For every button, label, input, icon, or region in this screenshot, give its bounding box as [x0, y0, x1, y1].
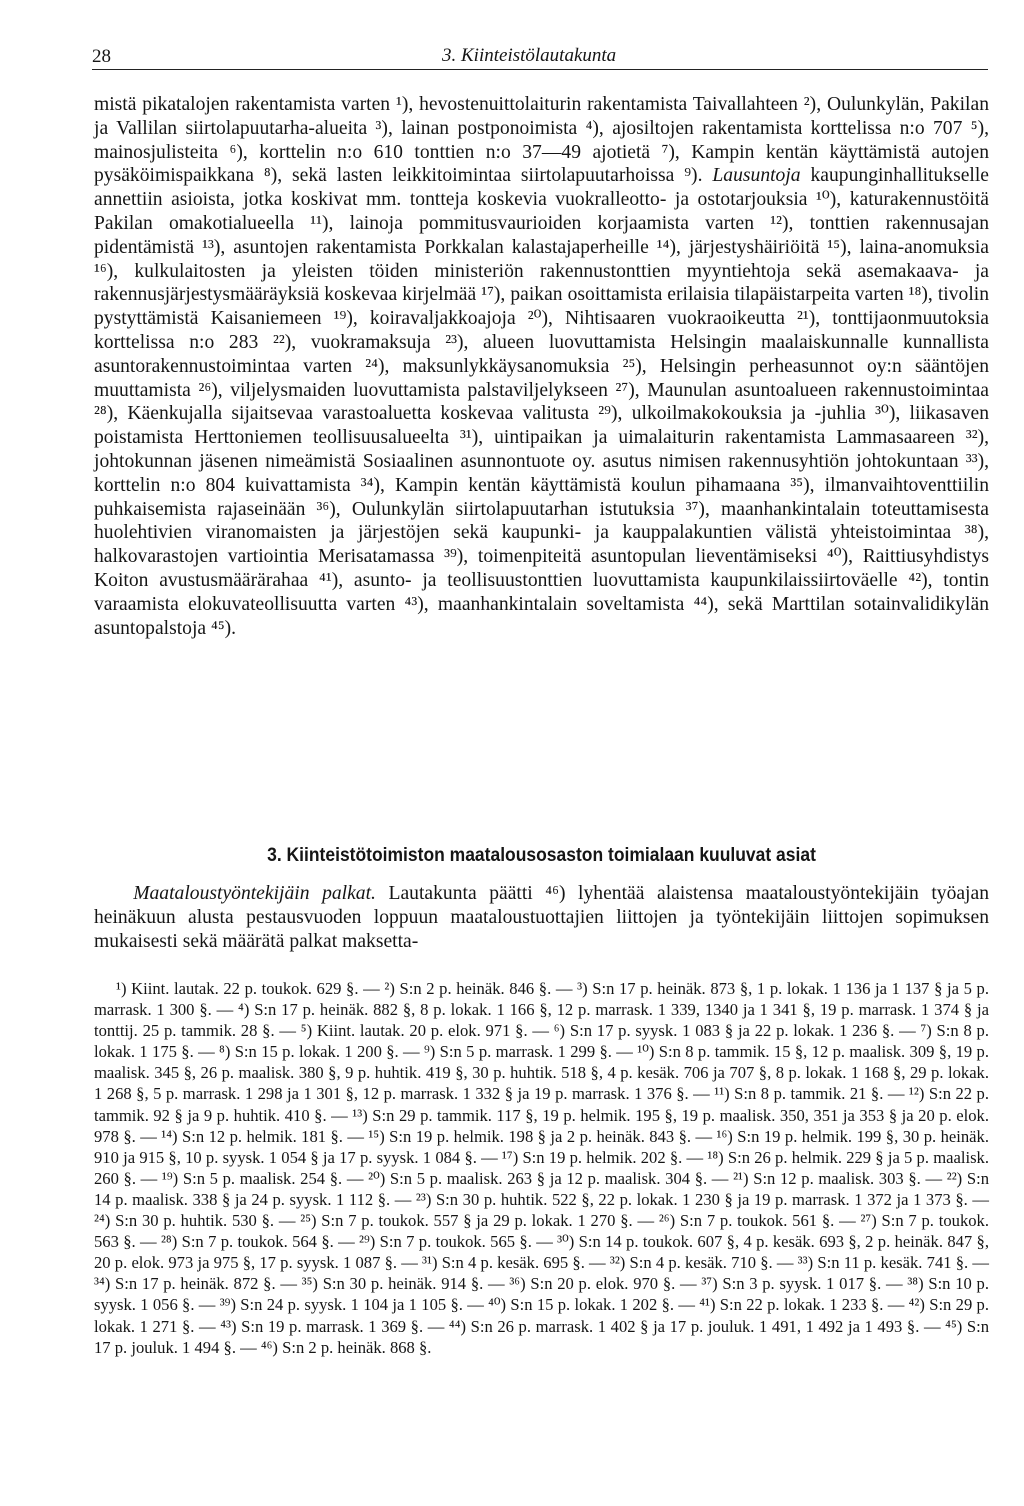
running-title: 3. Kiinteistölautakunta [442, 45, 617, 66]
paragraph-1-text: mistä pikatalojen rakentamista varten ¹), hevostenuittolaiturin rakentamista Taivallahteen ²), Oulunkylän, Pakilan ja Vallilan siirtolapuutarha-alueita ³), lainan postponoimista ⁴), ajosiltojen rakentamista korttelissa n:o 707 ⁵), mainosjulisteita ⁶), korttelin n:o 610 tonttien n:o 37—49 ajotietä ⁷), Kampin kentän käyttämistä autojen pysäköimispaikkana ⁸), sekä lasten leikkitoimintaa siirtolapuutarhoissa ⁹). [94, 94, 989, 187]
paragraph-1-lead: Lausuntoja [712, 165, 801, 187]
body-paragraph-2 [94, 882, 989, 953]
footnotes [94, 978, 989, 1358]
page-header [92, 40, 988, 72]
header-rule [92, 69, 988, 70]
footnotes-text: ¹) Kiint. lautak. 22 p. toukok. 629 §. — ²) S:n 2 p. heinäk. 846 §. — ³) S:n 17 p. heinäk. 873 §, 1 p. lokak. 1 136 ja 1 137 § ja 5 p. marrask. 1 300 §. — ⁴) S:n 17 p. heinäk. 882 §, 8 p. lokak. 1 166 §, 12 p. marrask. 1 339, 1340 ja 1 341 §, 19 p. marrask. 1 374 § ja tonttij. 25 p. tammik. 28 §. — ⁵) Kiint. lautak. 20 p. elok. 971 §. — ⁶) S:n 17 p. syysk. 1 083 § ja 22 p. lokak. 1 236 §. — ⁷) S:n 8 p. lokak. 1 175 §. — ⁸) S:n 15 p. lokak. 1 200 §. — ⁹) S:n 5 p. marrask. 1 299 §. — ¹⁰) S:n 8 p. tammik. 15 §, 12 p. maalisk. 309 §, 19 p. maalisk. 345 §, 26 p. maalisk. 380 §, 9 p. huhtik. 419 §, 30 p. huhtik. 518 §, 4 p. kesäk. 706 ja 707 §, 8 p. lokak. 1 168 §, 29 p. lokak. 1 268 §, 5 p. marrask. 1 298 ja 1 301 §, 12 p. marrask. 1 332 § ja 19 p. marrask. 1 376 §. — ¹¹) S:n 8 p. tammik. 21 §. — ¹²) S:n 22 p. tammik. 92 § ja 9 p. huhtik. 410 §. — ¹³) S:n 29 p. tammik. 117 §, 19 p. helmik. 195 §, 19 p. maalisk. 350, 351 ja 353 § ja 20 p. elok. 978 §. — ¹⁴) S:n 12 p. helmik. 181 §. — ¹⁵) S:n 19 p. helmik. 198 § ja 2 p. heinäk. 843 §. — ¹⁶) S:n 19 p. helmik. 199 §, 30 p. heinäk. 910 ja 915 §, 10 p. syysk. 1 054 § ja 17 p. syysk. 1 084 §. — ¹⁷) S:n 19 p. helmik. 202 §. — ¹⁸) S:n 26 p. helmik. 229 § ja 5 p. maalisk. 260 §. — ¹⁹) S:n 5 p. maalisk. 254 §. — ²⁰) S:n 5 p. maalisk. 263 § ja 12 p. maalisk. 304 §. — ²¹) S:n 12 p. maalisk. 303 §. — ²²) S:n 14 p. maalisk. 338 § ja 24 p. syysk. 1 112 §. — ²³) S:n 30 p. huhtik. 522 §, 22 p. lokak. 1 230 § ja 19 p. marrask. 1 372 ja 1 373 §. — ²⁴) S:n 30 p. huhtik. 530 §. — ²⁵) S:n 7 p. toukok. 557 § ja 29 p. lokak. 1 270 §. — ²⁶) S:n 7 p. toukok. 561 §. — ²⁷) S:n 7 p. toukok. 563 §. — ²⁸) S:n 7 p. toukok. 564 §. — ²⁹) S:n 7 p. toukok. 565 §. — ³⁰) S:n 14 p. toukok. 607 §, 4 p. kesäk. 693 §, 2 p. heinäk. 847 §, 20 p. elok. 973 ja 975 §, 17 p. syysk. 1 087 §. — ³¹) S:n 4 p. kesäk. 695 §. — ³²) S:n 4 p. kesäk. 710 §. — ³³) S:n 11 p. kesäk. 741 §. — ³⁴) S:n 17 p. heinäk. 872 §. — ³⁵) S:n 30 p. heinäk. 914 §. — ³⁶) S:n 20 p. elok. 970 §. — ³⁷) S:n 3 p. syysk. 1 017 §. — ³⁸) S:n 10 p. syysk. 1 056 §. — ³⁹) S:n 24 p. syysk. 1 104 ja 1 105 §. — ⁴⁰) S:n 15 p. lokak. 1 202 §. — ⁴¹) S:n 22 p. lokak. 1 233 §. — ⁴²) S:n 29 p. lokak. 1 271 §. — ⁴³) S:n 19 p. marrask. 1 369 §. — ⁴⁴) S:n 26 p. marrask. 1 402 § ja 17 p. jouluk. 1 491, 1 492 ja 1 493 §. — ⁴⁵) S:n 17 p. jouluk. 1 494 §. — ⁴⁶) S:n 2 p. heinäk. 868 §. [94, 979, 989, 1357]
body-paragraph-1 [94, 93, 989, 640]
paragraph-2-text: Lautakunta päätti ⁴⁶) lyhentää alaistensa maataloustyöntekijäin työajan heinäkuun alusta pestausvuoden loppuun maataloustuottajien liittojen ja työntekijäin liittojen sopimuksen mukaisesti sekä määrätä palkat maksetta- [94, 883, 989, 952]
page-number: 28 [92, 46, 111, 67]
section-heading: 3. Kiinteistötoimiston maatalousosaston toimialaan kuuluvat asiat [267, 845, 816, 866]
paragraph-2-lead: Maataloustyöntekijäin palkat. [133, 883, 376, 904]
paragraph-1-continuation: kaupunginhallitukselle annettiin asioista, jotka koskivat mm. tontteja koskevia vuokralleotto- ja ostotarjouksia ¹⁰), katurakennustöitä Pakilan omakotialueella ¹¹), lainoja pommitusvaurioiden korjaamista varten ¹²), tonttien rakennusajan pidentämistä ¹³), asuntojen rakentamista Porkkalan kalastajaperheille ¹⁴), järjestyshäiriöitä ¹⁵), laina-anomuksia ¹⁶), kulkulaitosten ja yleisten töiden ministeriön rakennustonttien myyntiehtoja sekä asemakaava- ja rakennusjärjestysmääräyksiä koskevaa kirjelmää ¹⁷), paikan osoittamista erilaisia tilapäistarpeita varten ¹⁸), tivolin pystyttämistä Kaisaniemeen ¹⁹), koiravaljakkoajoja ²⁰), Nihtisaaren vuokraoikeutta ²¹), tonttijaonmuutoksia korttelissa n:o 283 ²²), vuokramaksuja ²³), alueen luovuttamista Helsingin maalaiskunnalle kunnallista asuntorakennustoimintaa varten ²⁴), maksunlykkäysanomuksia ²⁵), Helsingin perheasunnot oy:n sääntöjen muuttamista ²⁶), viljelysmaiden luovuttamista palstaviljelykseen ²⁷), Maunulan asuntoalueen rakennustoimintaa ²⁸), Käenkujalla sijaitsevaa varastoaluetta koskevaa valitusta ²⁹), ulkoilmakokouksia ja -juhlia ³⁰), liikasaven poistamista Herttoniemen teollisuusalueelta ³¹), uintipaikan ja uimalaiturin rakentamista Lammasaareen ³²), johtokunnan jäsenen nimeämistä Sosiaalinen asunnontuote oy. asutus nimisen rakennusyhtiön johtokuntaan ³³), korttelin n:o 804 kuivattamista ³⁴), Kampin kentän käyttämistä koulun pihamaana ³⁵), ilmanvaihtoventtiilin puhkaisemista rajaseinään ³⁶), Oulunkylän siirtolapuutarhan istutuksia ³⁷), maanhankintalain toteuttamisesta huolehtivien viranomaisten ja järjestöjen sekä kaupunki- ja kauppalakuntien välistä yhteistoimintaa ³⁸), halkovarastojen vartiointia Merisatamassa ³⁹), toimenpiteitä asuntopulan lieventämiseksi ⁴⁰), Raittiusyhdistys Koiton avustusmäärärahaa ⁴¹), asunto- ja teollisuustonttien luovuttamista kaupunkilaissiirtoväelle ⁴²), tontin varaamista elokuvateollisuutta varten ⁴³), maanhankintalain soveltamista ⁴⁴), sekä Marttilan sotainvalidikylän asuntopalstoja ⁴⁵). [94, 165, 989, 639]
